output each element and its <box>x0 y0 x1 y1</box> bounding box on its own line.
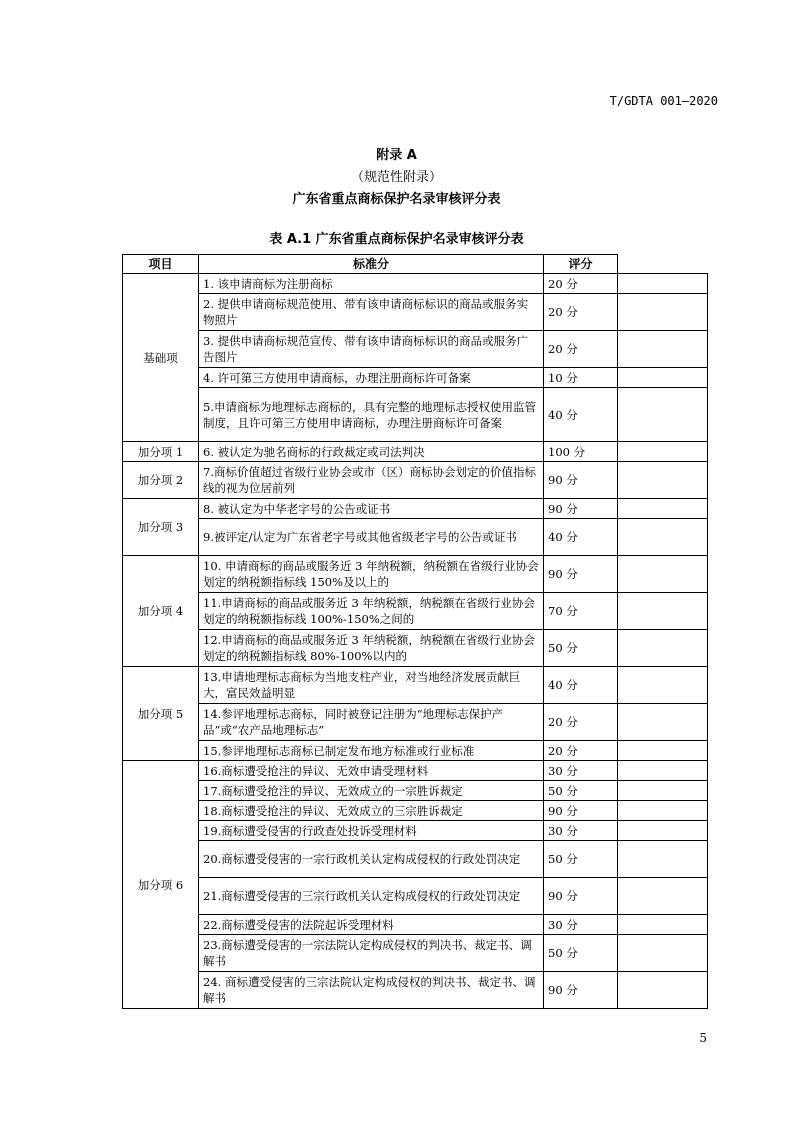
standard-score-cell: 50 分 <box>544 841 618 878</box>
table-row <box>123 935 708 972</box>
item-cell: 22.商标遭受侵害的法院起诉受理材料 <box>199 915 544 935</box>
score-input-cell[interactable] <box>618 935 708 972</box>
score-input-cell[interactable] <box>618 556 708 593</box>
header-standard-score: 标准分 <box>199 255 544 274</box>
category-cell: 基础项 <box>123 274 199 442</box>
table-row <box>123 294 708 331</box>
table-row <box>123 915 708 935</box>
item-cell: 21.商标遭受侵害的三宗行政机关认定构成侵权的行政处罚决定 <box>199 878 544 915</box>
table-row <box>123 368 708 388</box>
item-cell: 18.商标遭受抢注的异议、无效成立的三宗胜诉裁定 <box>199 801 544 821</box>
item-cell: 6. 被认定为驰名商标的行政裁定或司法判决 <box>199 442 544 462</box>
scoring-table <box>122 254 708 1009</box>
item-cell: 24. 商标遭受侵害的三宗法院认定构成侵权的判决书、裁定书、调解书 <box>199 972 544 1009</box>
score-input-cell[interactable] <box>618 821 708 841</box>
table-row <box>123 741 708 761</box>
score-input-cell[interactable] <box>618 761 708 781</box>
score-input-cell[interactable] <box>618 388 708 442</box>
score-input-cell[interactable] <box>618 878 708 915</box>
table-body <box>123 274 708 1009</box>
item-cell: 4. 许可第三方使用申请商标，办理注册商标许可备案 <box>199 368 544 388</box>
score-input-cell[interactable] <box>618 499 708 519</box>
appendix-title: 附录 A <box>376 148 417 163</box>
item-cell: 5.申请商标为地理标志商标的，具有完整的地理标志授权使用监管制度，且许可第三方使用申请商标，办理注册商标许可备案 <box>199 388 544 442</box>
score-input-cell[interactable] <box>618 442 708 462</box>
table-row <box>123 519 708 556</box>
table-row <box>123 593 708 630</box>
table-row <box>123 274 708 294</box>
score-input-cell[interactable] <box>618 274 708 294</box>
table-row <box>123 442 708 462</box>
item-cell: 11.申请商标的商品或服务近 3 年纳税额，纳税额在省级行业协会划定的纳税额指标线 100%-150%之间的 <box>199 593 544 630</box>
item-cell: 19.商标遭受侵害的行政查处投诉受理材料 <box>199 821 544 841</box>
item-cell: 10. 申请商标的商品或服务近 3 年纳税额，纳税额在省级行业协会划定的纳税额指标线 150%及以上的 <box>199 556 544 593</box>
item-cell: 2. 提供申请商标规范使用、带有该申请商标标识的商品或服务实物照片 <box>199 294 544 331</box>
table-row <box>123 841 708 878</box>
category-cell: 加分项 6 <box>123 761 199 1009</box>
table-caption: 表 A.1 广东省重点商标保护名录审核评分表 <box>269 232 524 247</box>
standard-score-cell: 30 分 <box>544 761 618 781</box>
appendix-nature: （规范性附录） <box>350 170 442 185</box>
table-row <box>123 878 708 915</box>
table-row <box>123 331 708 368</box>
category-cell: 加分项 3 <box>123 499 199 556</box>
item-cell: 13.申请地理标志商标为当地支柱产业，对当地经济发展贡献巨大，富民效益明显 <box>199 667 544 704</box>
category-cell: 加分项 1 <box>123 442 199 462</box>
item-cell: 7.商标价值超过省级行业协会或市（区）商标协会划定的价值指标线的视为位居前列 <box>199 462 544 499</box>
standard-score-cell: 30 分 <box>544 821 618 841</box>
standard-score-cell: 70 分 <box>544 593 618 630</box>
category-cell: 加分项 2 <box>123 462 199 499</box>
score-input-cell[interactable] <box>618 368 708 388</box>
table-row <box>123 972 708 1009</box>
item-cell: 8. 被认定为中华老字号的公告或证书 <box>199 499 544 519</box>
score-input-cell[interactable] <box>618 704 708 741</box>
item-cell: 12.申请商标的商品或服务近 3 年纳税额，纳税额在省级行业协会划定的纳税额指标线 80%-100%以内的 <box>199 630 544 667</box>
score-input-cell[interactable] <box>618 462 708 499</box>
standard-score-cell: 30 分 <box>544 915 618 935</box>
score-input-cell[interactable] <box>618 741 708 761</box>
standard-score-cell: 90 分 <box>544 801 618 821</box>
table-row <box>123 781 708 801</box>
document-number: T/GDTA 001—2020 <box>609 94 718 108</box>
standard-score-cell: 20 分 <box>544 741 618 761</box>
item-cell: 17.商标遭受抢注的异议、无效成立的一宗胜诉裁定 <box>199 781 544 801</box>
standard-score-cell: 10 分 <box>544 368 618 388</box>
item-cell: 14.参评地理标志商标，同时被登记注册为“地理标志保护产品”或“农产品地理标志” <box>199 704 544 741</box>
header-score: 评分 <box>544 255 618 274</box>
table-row <box>123 667 708 704</box>
standard-score-cell: 50 分 <box>544 781 618 801</box>
item-cell: 15.参评地理标志商标已制定发布地方标准或行业标准 <box>199 741 544 761</box>
item-cell: 16.商标遭受抢注的异议、无效申请受理材料 <box>199 761 544 781</box>
score-input-cell[interactable] <box>618 667 708 704</box>
score-input-cell[interactable] <box>618 593 708 630</box>
score-input-cell[interactable] <box>618 294 708 331</box>
standard-score-cell: 20 分 <box>544 704 618 741</box>
table-header-row <box>123 255 708 274</box>
table-row <box>123 388 708 442</box>
standard-score-cell: 20 分 <box>544 274 618 294</box>
score-input-cell[interactable] <box>618 781 708 801</box>
table-row <box>123 630 708 667</box>
table-row <box>123 801 708 821</box>
standard-score-cell: 20 分 <box>544 294 618 331</box>
score-input-cell[interactable] <box>618 915 708 935</box>
score-input-cell[interactable] <box>618 841 708 878</box>
item-cell: 9.被评定/认定为广东省老字号或其他省级老字号的公告或证书 <box>199 519 544 556</box>
header-item: 项目 <box>123 255 199 274</box>
table-row <box>123 499 708 519</box>
page-number: 5 <box>699 1031 707 1045</box>
standard-score-cell: 100 分 <box>544 442 618 462</box>
table-row <box>123 704 708 741</box>
standard-score-cell: 50 分 <box>544 935 618 972</box>
category-cell: 加分项 4 <box>123 556 199 667</box>
standard-score-cell: 90 分 <box>544 499 618 519</box>
standard-score-cell: 40 分 <box>544 388 618 442</box>
standard-score-cell: 40 分 <box>544 667 618 704</box>
appendix-name: 广东省重点商标保护名录审核评分表 <box>292 192 501 207</box>
item-cell: 1. 该申请商标为注册商标 <box>199 274 544 294</box>
table-row <box>123 821 708 841</box>
score-input-cell[interactable] <box>618 972 708 1009</box>
table-row <box>123 761 708 781</box>
score-input-cell[interactable] <box>618 801 708 821</box>
item-cell: 23.商标遭受侵害的一宗法院认定构成侵权的判决书、裁定书、调解书 <box>199 935 544 972</box>
item-cell: 20.商标遭受侵害的一宗行政机关认定构成侵权的行政处罚决定 <box>199 841 544 878</box>
score-input-cell[interactable] <box>618 331 708 368</box>
item-cell: 3. 提供申请商标规范宣传、带有该申请商标标识的商品或服务广告图片 <box>199 331 544 368</box>
score-input-cell[interactable] <box>618 630 708 667</box>
score-input-cell[interactable] <box>618 519 708 556</box>
standard-score-cell: 40 分 <box>544 519 618 556</box>
table-row <box>123 556 708 593</box>
category-cell: 加分项 5 <box>123 667 199 761</box>
table-row <box>123 462 708 499</box>
standard-score-cell: 90 分 <box>544 556 618 593</box>
standard-score-cell: 50 分 <box>544 630 618 667</box>
standard-score-cell: 90 分 <box>544 972 618 1009</box>
standard-score-cell: 90 分 <box>544 462 618 499</box>
standard-score-cell: 90 分 <box>544 878 618 915</box>
standard-score-cell: 20 分 <box>544 331 618 368</box>
